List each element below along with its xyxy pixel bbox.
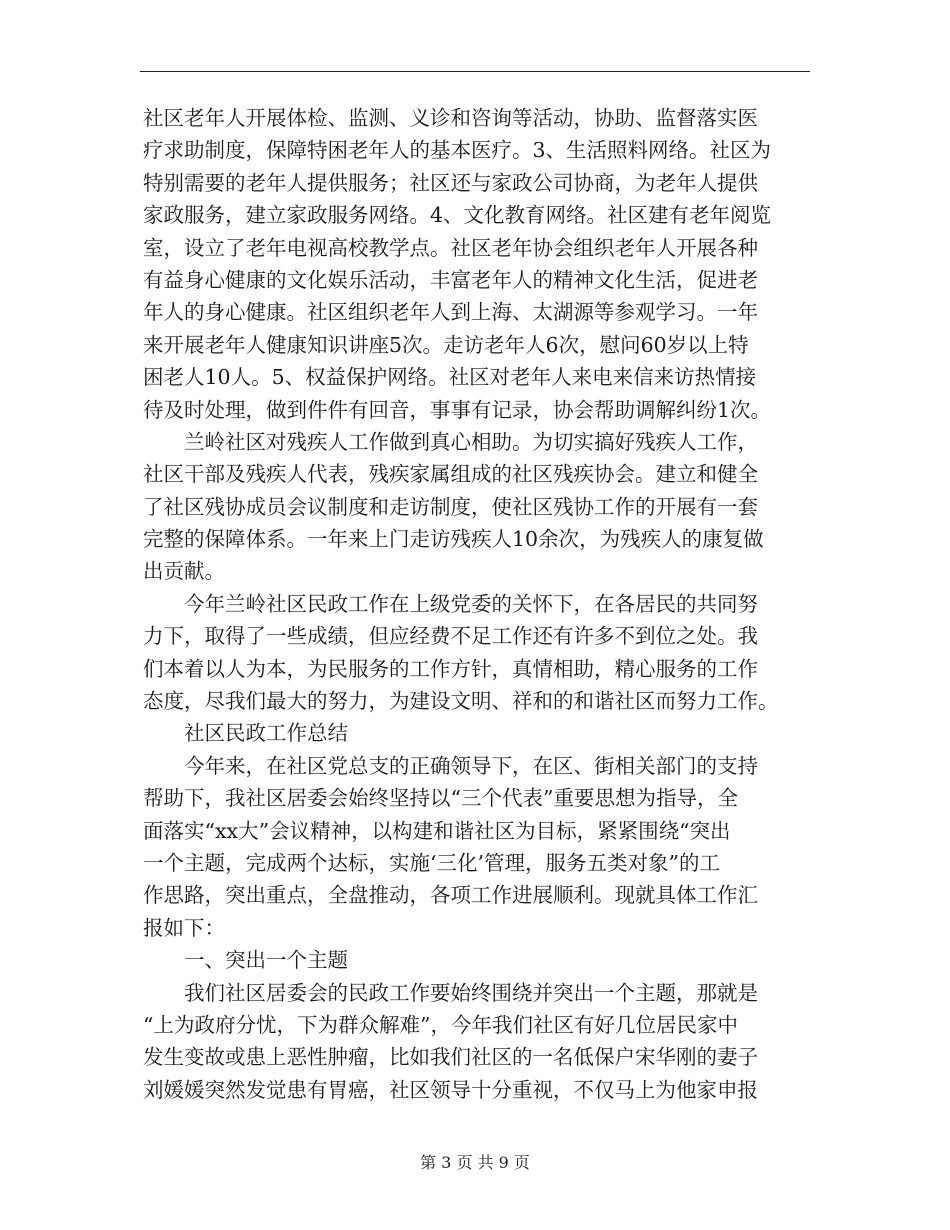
- section-heading: 一、突出一个主题: [184, 948, 348, 973]
- text-line: 完整的保障体系。一年来上门走访残疾人10余次，为残疾人的康复做: [143, 527, 764, 552]
- paragraph-start-line: 今年来，在社区党总支的正确领导下，在区、街相关部门的支持: [184, 753, 758, 778]
- text-line: 报如下：: [143, 915, 225, 940]
- document-body: [143, 102, 813, 1106]
- text-line: 出贡献。: [143, 559, 225, 584]
- text-line: 面落实“xx大”会议精神，以构建和谐社区为目标，紧紧围绕“突出: [143, 818, 731, 843]
- text-line: 特别需要的老年人提供服务；社区还与家政公司协商，为老年人提供: [143, 170, 758, 195]
- text-line: “上为政府分忧，下为群众解难”，今年我们社区有好几位居民家中: [143, 1012, 738, 1037]
- text-line: 帮助下，我社区居委会始终坚持以“三个代表”重要思想为指导，全: [143, 786, 738, 811]
- paragraph-start-line: 今年兰岭社区民政工作在上级党委的关怀下，在各居民的共同努: [184, 591, 758, 616]
- paragraph-start-line: 我们社区居委会的民政工作要始终围绕并突出一个主题，那就是: [184, 980, 758, 1005]
- text-line: 社区干部及残疾人代表，残疾家属组成的社区残疾协会。建立和健全: [143, 462, 758, 487]
- text-line: 一个主题，完成两个达标，实施‘三化’管理，服务五类对象”的工: [143, 850, 721, 875]
- text-line: 发生变故或患上恶性肿瘤，比如我们社区的一名低保户宋华刚的妻子: [143, 1045, 758, 1070]
- text-line: 们本着以人为本，为民服务的工作方针，真情相助，精心服务的工作: [143, 656, 758, 681]
- text-line: 待及时处理，做到件件有回音，事事有记录，协会帮助调解纠纷1次。: [143, 397, 772, 422]
- text-line: 作思路，突出重点，全盘推动，各项工作进展顺利。现就具体工作汇: [143, 883, 758, 908]
- text-line: 家政服务，建立家政服务网络。4、文化教育网络。社区建有老年阅览: [143, 203, 772, 228]
- text-line: 疗求助制度，保障特困老年人的基本医疗。3、生活照料网络。社区为: [143, 138, 772, 163]
- header-rule: [140, 71, 810, 72]
- paragraph-start-line: 兰岭社区对残疾人工作做到真心相助。为切实搞好残疾人工作，: [184, 429, 758, 454]
- text-line: 社区老年人开展体检、监测、义诊和咨询等活动，协助、监督落实医: [143, 106, 758, 130]
- text-line: 刘媛媛突然发觉患有胃癌，社区领导十分重视，不仅马上为他家申报: [143, 1077, 758, 1102]
- text-line: 力下，取得了一些成绩，但应经费不足工作还有许多不到位之处。我: [143, 624, 758, 649]
- page-number-footer: 第 3 页 共 9 页: [420, 1153, 530, 1172]
- text-line: 态度，尽我们最大的努力，为建设文明、祥和的和谐社区而努力工作。: [143, 689, 779, 714]
- text-line: 来开展老年人健康知识讲座5次。走访老年人6次，慰问60岁以上特: [143, 332, 749, 357]
- text-line: 室，设立了老年电视高校教学点。社区老年协会组织老年人开展各种: [143, 235, 758, 260]
- text-line: 困老人10人。5、权益保护网络。社区对老年人来电来信来访热情接: [143, 365, 757, 390]
- text-line: 有益身心健康的文化娱乐活动，丰富老年人的精神文化生活，促进老: [143, 267, 758, 292]
- text-line: 年人的身心健康。社区组织老年人到上海、太湖源等参观学习。一年: [143, 300, 758, 325]
- text-line: 了社区残协成员会议制度和走访制度，使社区残协工作的开展有一套: [143, 494, 758, 519]
- section-title: 社区民政工作总结: [184, 721, 348, 746]
